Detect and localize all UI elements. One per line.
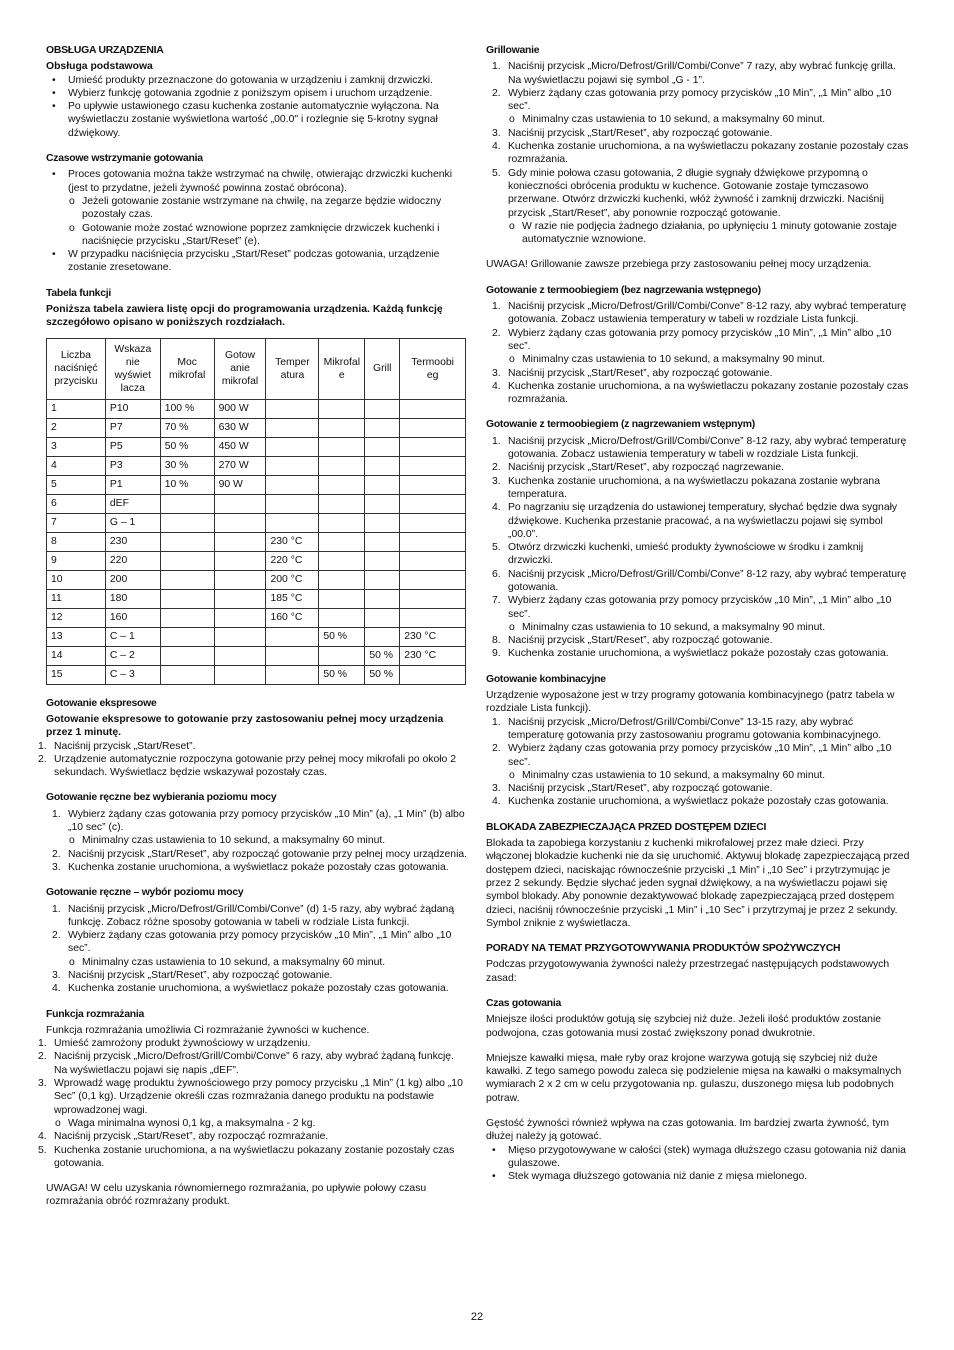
subsection-title-czas: Czas gotowania	[486, 998, 562, 1009]
table-cell	[214, 646, 266, 665]
table-cell	[400, 437, 466, 456]
list-item: 3. Wprowadź wagę produktu żywnościowego przy pomocy przycisku „1 Min” (1 kg) albo „10 Sec” (0,1 kg). Urządzenie określi czas rozmrażania danego produktu na podstawie wprowadzonej wagi. o Waga minimalna wynosi 0,1 kg, a maksymalna - 2 kg.	[32, 1077, 468, 1130]
table-row	[47, 608, 466, 627]
kombinacyjne-steps	[486, 716, 910, 809]
table-cell	[319, 646, 365, 665]
table-cell: 10 %	[160, 475, 214, 494]
table-cell: 7	[47, 513, 106, 532]
table-cell: 2	[47, 418, 106, 437]
table-cell	[319, 494, 365, 513]
table-cell	[160, 494, 214, 513]
step-text: Wybierz żądany czas gotowania przy pomocy przycisków „10 Min”, „1 Min” albo „10 sec”.	[508, 87, 892, 113]
list-item: 3. Kuchenka zostanie uruchomiona, a na wyświetlaczu pokazana zostanie wybrana temperatura.	[492, 475, 880, 500]
table-cell	[214, 513, 266, 532]
list-item: • Po upływie ustawionego czasu kuchenka zostanie automatycznie wyłączona. Na wyświetlaczu zostanie wyświetlona wartość „00.0" i rozlegnie się 5-krotny sygnał dźwiękowy.	[46, 100, 468, 140]
list-item: • Mięso przygotowywane w całości (stek) wymaga dłuższego czasu gotowania niż dania gulaszowe.	[486, 1144, 910, 1171]
step-text: Kuchenka zostanie uruchomiona, a wyświetlacz pokaże pozostały czas gotowania.	[68, 861, 449, 873]
kombinacyjne-intro: Urządzenie wyposażone jest w trzy programy gotowania kombinacyjnego (patrz tabela w rozdziale Lista funkcji).	[486, 690, 895, 715]
section-title-reczne-bez: Gotowanie ręczne bez wybierania poziomu mocy	[46, 792, 277, 804]
table-cell	[214, 589, 266, 608]
step-text: Kuchenka zostanie uruchomiona, a na wyświetlaczu pokazany zostanie pozostały czas gotowania.	[54, 1144, 455, 1169]
table-cell	[365, 494, 400, 513]
table-cell: 14	[47, 646, 106, 665]
table-cell	[319, 456, 365, 475]
table-cell: 50 %	[365, 665, 400, 684]
table-cell	[319, 437, 365, 456]
section-title-reczne-moc: Gotowanie ręczne – wybór poziomu mocy	[46, 887, 244, 899]
blokada-text: Blokada ta zapobiega korzystaniu z kuchenki mikrofalowej przez małe dzieci. Przy włączonej blokadzie kuchenki nie da się uruchomić. Aktywuj blokadę zapezpieczającą przed dostępem dzieci, naciskając równocześnie przyciski „1 Min” i „10 Sec” i przytrzymując je przez 2 sekundy. Będzie słychać jeden sygnał dźwiękowy, a na wyświetlaczu pojawi się symbol blokady. Aby ponownie dezaktywować blokadę zapezpieczającą przed dostępem dzieci, naciśnij równocześnie przyciski „1 Min” i „10 Sec” i przytrzymaj je przez 2 sekundy. Symbol zniknie z wyświetlacza.	[486, 838, 910, 929]
step-text: Kuchenka zostanie uruchomiona, a na wyświetlaczu pokazana zostanie wybrana temperatura.	[508, 475, 880, 500]
step-text: Kuchenka zostanie uruchomiona, a wyświetlacz pokaże pozostały czas gotowania.	[508, 648, 889, 660]
rozmrazanie-steps	[32, 1037, 468, 1170]
table-cell	[214, 570, 266, 589]
list-item: 4. Kuchenka zostanie uruchomiona, a wyświetlacz pokaże pozostały czas gotowania.	[492, 796, 889, 808]
section-title-termo-z: Gotowanie z termoobiegiem (z nagrzewaniem wstępnym)	[486, 419, 755, 431]
step-text: Naciśnij przycisk „Start/Reset”.	[54, 740, 196, 752]
ekspresowe-steps	[32, 740, 468, 780]
porady-paragraph: Mniejsze kawałki mięsa, małe ryby oraz krojone warzywa gotują się szybciej niż duże kawałki. Z tego samego powodu zaleca się podzielenie mięsa na kawałki o maksymalnych wymiarach 2 x 2 cm w celu przygotowania np. gulaszu, duszonego mięsa lub podobnych potraw.	[486, 1052, 902, 1104]
step-text: Naciśnij przycisk „Micro/Defrost/Grill/Combi/Conve” 13-15 razy, aby wybrać temperaturę gotowania przy zastosowaniu programu gotowania kombinacyjnego.	[508, 716, 882, 741]
table-cell	[214, 532, 266, 551]
table-cell: 30 %	[160, 456, 214, 475]
list-item: 1. Wybierz żądany czas gotowania przy pomocy przycisków „10 Min” (a), „1 Min” (b) albo „10 sec” (c). o Minimalny czas ustawienia to 10 sekund, a maksymalny 60 minut.	[46, 808, 468, 848]
list-item: • Umieść produkty przeznaczone do gotowania w urządzeniu i zamknij drzwiczki.	[46, 74, 468, 87]
section-title-termo-bez: Gotowanie z termoobiegiem (bez nagrzewania wstępnego)	[486, 284, 761, 296]
table-cell	[214, 627, 266, 646]
table-cell: 220	[105, 551, 160, 570]
list-item: 3. Kuchenka zostanie uruchomiona, a wyświetlacz pokaże pozostały czas gotowania.	[52, 861, 449, 873]
table-row	[47, 475, 466, 494]
list-item: 1. Naciśnij przycisk „Micro/Defrost/Grill/Combi/Conve” 8-12 razy, aby wybrać temperaturę gotowania. Zobacz ustawienia temperatury w tabeli w rozdziale Lista funkcji.	[492, 435, 907, 461]
section-title-kombinacyjne: Gotowanie kombinacyjne	[486, 673, 606, 685]
step-text: Naciśnij przycisk „Start/Reset”, aby rozpocząć gotowanie.	[68, 969, 333, 981]
table-cell	[365, 532, 400, 551]
rozmrazanie-intro: Funkcja rozmrażania umożliwia Ci rozmrażanie żywności w kuchence.	[46, 1024, 370, 1036]
table-cell	[365, 399, 400, 418]
table-cell: 1	[47, 399, 106, 418]
table-cell: 160 °C	[266, 608, 319, 627]
sub-item: o W razie nie podjęcia żadnego działania, po upłynięciu 1 minuty gotowanie zostaje automatycznie wznowione.	[508, 220, 910, 247]
table-cell: 230	[105, 532, 160, 551]
list-item: 2. Wybierz żądany czas gotowania przy pomocy przycisków „10 Min”, „1 Min” albo „10 sec”. o Minimalny czas ustawienia to 10 sekund, a maksymalny 60 minut.	[46, 929, 468, 969]
table-cell: 50 %	[319, 627, 365, 646]
table-cell: 12	[47, 608, 106, 627]
step-text: Po nagrzaniu się urządzenia do ustawionej temperatury, słychać będzie dwa sygnały dźwiękowe. Kuchenka przestanie pracować, a na wyświetlaczu pojawi się symbol „00.0”.	[508, 502, 898, 540]
list-item: 8. Naciśnij przycisk „Start/Reset”, aby rozpocząć gotowanie.	[492, 635, 773, 647]
table-cell	[319, 475, 365, 494]
section-title-ekspresowe: Gotowanie ekspresowe	[46, 697, 157, 709]
table-cell	[214, 494, 266, 513]
table-cell	[319, 532, 365, 551]
grillowanie-warning: UWAGA! Grillowanie zawsze przebiega przy zastosowaniu pełnej mocy urządzenia.	[486, 259, 872, 271]
table-cell	[365, 551, 400, 570]
list-item: 4. Po nagrzaniu się urządzenia do ustawionej temperatury, słychać będzie dwa sygnały dźwiękowe. Kuchenka przestanie pracować, a na wyświetlaczu pojawi się symbol „00.0”.	[492, 502, 898, 540]
step-text: Gdy minie połowa czasu gotowania, 2 długie sygnały dźwiękowe przypomną o konieczności obrócenia produktu w kuchence. Gotowanie zostaje tymczasowo przerwane. Otwórz drzwiczki kuchenki, włóż żywność i zamknij drzwiczki. Naciśnij przycisk „Start/Reset”, aby ponownie rozpocząć gotowanie.	[508, 167, 884, 219]
step-text: Kuchenka zostanie uruchomiona, a na wyświetlaczu pokazany zostanie pozostały czas rozmrażania.	[508, 380, 909, 406]
section-title-porady: PORADY NA TEMAT PRZYGOTOWYWANIA PRODUKTÓW SPOŻYWCZYCH	[486, 943, 841, 955]
table-body	[47, 399, 466, 684]
table-cell: 4	[47, 456, 106, 475]
list-item: 4. Kuchenka zostanie uruchomiona, a wyświetlacz pokaże pozostały czas gotowania.	[52, 983, 449, 995]
porady-bullets	[486, 1144, 910, 1184]
section-title-blokada: BLOKADA ZABEZPIECZAJĄCA PRZED DOSTĘPEM DZIECI	[486, 821, 767, 833]
table-cell	[160, 665, 214, 684]
table-cell: 13	[47, 627, 106, 646]
step-text: Kuchenka zostanie uruchomiona, a wyświetlacz pokaże pozostały czas gotowania.	[68, 983, 449, 995]
table-cell	[400, 456, 466, 475]
table-cell	[365, 589, 400, 608]
column-header: Temper atura	[266, 338, 319, 399]
list-item: 2. Wybierz żądany czas gotowania przy pomocy przycisków „10 Min”, „1 Min” albo „10 sec”. o Minimalny czas ustawienia to 10 sekund, a maksymalny 60 minut.	[486, 742, 910, 782]
table-cell	[160, 646, 214, 665]
table-cell	[160, 608, 214, 627]
step-text: Naciśnij przycisk „Start/Reset”, aby rozpocząć gotowanie przy pełnej mocy urządzenia.	[68, 848, 468, 860]
table-row	[47, 399, 466, 418]
tabela-intro: Poniższa tabela zawiera listę opcji do programowania urządzenia. Każdą funkcję szczegółowo opisano w poniższych rozdziałach.	[46, 304, 443, 329]
table-cell	[266, 399, 319, 418]
step-text: Naciśnij przycisk „Micro/Defrost/Grill/Combi/Conve” 7 razy, aby wybrać funkcję grilla. Na wyświetlaczu pojawi się symbol „G - 1”.	[508, 61, 896, 86]
table-row	[47, 513, 466, 532]
step-text: Naciśnij przycisk „Micro/Defrost/Grill/Combi/Conve” 8-12 razy, aby wybrać temperaturę gotowania. Zobacz ustawienia temperatury w tabeli w rozdziale Lista funkcji.	[508, 435, 907, 461]
table-cell	[319, 418, 365, 437]
step-text: Wybierz żądany czas gotowania przy pomocy przycisków „10 Min”, „1 Min” albo „10 sec”.	[508, 327, 892, 352]
table-header-row	[47, 338, 466, 399]
table-cell	[365, 418, 400, 437]
table-cell	[160, 627, 214, 646]
column-header: Mikrofal e	[319, 338, 365, 399]
table-cell: C – 3	[105, 665, 160, 684]
section-title-grillowanie: Grillowanie	[486, 45, 540, 56]
table-cell	[266, 475, 319, 494]
table-cell	[319, 589, 365, 608]
step-text: Naciśnij przycisk „Micro/Defrost/Grill/Combi/Conve” (d) 1-5 razy, aby wybrać żądaną funkcję. Zobacz różne sposoby gotowania w tabeli w rodziale Lista funkcji.	[68, 903, 455, 928]
sub-item: o Minimalny czas ustawienia to 10 sekund, a maksymalny 60 minut.	[68, 956, 468, 969]
list-item: 5. Gdy minie połowa czasu gotowania, 2 długie sygnały dźwiękowe przypomną o konieczności obrócenia produktu w kuchence. Gotowanie zostaje tymczasowo przerwane. Otwórz drzwiczki kuchenki, włóż żywność i zamknij drzwiczki. Naciśnij przycisk „Start/Reset”, aby ponownie rozpocząć gotowanie. o W razie nie podjęcia żadnego działania, po upłynięciu 1 minuty gotowanie zostaje automatycznie wznowione.	[486, 167, 910, 247]
table-cell	[365, 437, 400, 456]
table-cell	[400, 532, 466, 551]
list-item: 4. Naciśnij przycisk „Start/Reset”, aby rozpocząć rozmrażanie.	[38, 1131, 329, 1143]
table-cell	[160, 551, 214, 570]
porady-paragraph: Gęstość żywności również wpływa na czas gotowania. Im bardziej zwarta żywność, tym dłużej należy ją gotować.	[486, 1118, 890, 1143]
table-cell	[266, 513, 319, 532]
step-text: Naciśnij przycisk „Start/Reset”, aby rozpocząć gotowanie.	[508, 367, 773, 379]
table-cell	[400, 665, 466, 684]
table-cell: 185 °C	[266, 589, 319, 608]
table-cell	[400, 418, 466, 437]
table-cell: 630 W	[214, 418, 266, 437]
list-item: 3. Naciśnij przycisk „Start/Reset”, aby rozpocząć gotowanie.	[52, 969, 333, 981]
sub-item: o Waga minimalna wynosi 0,1 kg, a maksymalna - 2 kg.	[54, 1117, 468, 1130]
step-text: Naciśnij przycisk „Micro/Defrost/Grill/Combi/Conve” 6 razy, aby wybrać żądaną funkcję. Na wyświetlaczu pojawi się napis „dEF”.	[54, 1051, 454, 1076]
table-cell	[365, 627, 400, 646]
table-cell	[266, 456, 319, 475]
table-cell: P7	[105, 418, 160, 437]
table-row	[47, 494, 466, 513]
step-text: Umieść zamrożony produkt żywnościowy w urządzeniu.	[54, 1038, 311, 1050]
table-cell	[400, 589, 466, 608]
table-cell: 6	[47, 494, 106, 513]
obsluga-bullets	[46, 74, 468, 140]
table-cell	[266, 494, 319, 513]
step-text: Otwórz drzwiczki kuchenki, umieść produkty żywnościowe w środku i zamknij drzwiczki.	[508, 542, 864, 567]
table-cell	[160, 570, 214, 589]
list-item: 1. Naciśnij przycisk „Micro/Defrost/Grill/Combi/Conve” 7 razy, aby wybrać funkcję grilla. Na wyświetlaczu pojawi się symbol „G - 1”.	[492, 61, 896, 86]
step-text: Kuchenka zostanie uruchomiona, a wyświetlacz pokaże pozostały czas gotowania.	[508, 796, 889, 808]
table-cell	[319, 513, 365, 532]
list-item: 2. Urządzenie automatycznie rozpoczyna gotowanie przy pełnej mocy mikrofali po około 2 sekundach. Wyświetlacz będzie wskazywał pozostały czas.	[38, 753, 456, 779]
table-row	[47, 589, 466, 608]
step-text: Naciśnij przycisk „Start/Reset”, aby rozpocząć rozmrażanie.	[54, 1131, 329, 1143]
table-row	[47, 570, 466, 589]
table-row	[47, 646, 466, 665]
table-cell	[214, 551, 266, 570]
table-cell	[266, 627, 319, 646]
table-cell: P10	[105, 399, 160, 418]
section-title-tabela: Tabela funkcji	[46, 287, 112, 299]
list-item: 2. Naciśnij przycisk „Start/Reset”, aby rozpocząć gotowanie przy pełnej mocy urządzenia.	[52, 848, 468, 860]
list-item: 1. Naciśnij przycisk „Micro/Defrost/Grill/Combi/Conve” (d) 1-5 razy, aby wybrać żądaną funkcję. Zobacz różne sposoby gotowania w tabeli w rodziale Lista funkcji.	[52, 903, 455, 928]
table-cell	[160, 589, 214, 608]
list-item: 2. Wybierz żądany czas gotowania przy pomocy przycisków „10 Min”, „1 Min” albo „10 sec”. o Minimalny czas ustawienia to 10 sekund, a maksymalny 90 minut.	[486, 327, 910, 367]
wstrzymanie-bullets	[46, 168, 468, 274]
table-row	[47, 665, 466, 684]
step-text: Naciśnij przycisk „Start/Reset”, aby rozpocząć gotowanie.	[508, 635, 773, 647]
reczne-moc-steps	[46, 903, 468, 996]
section-title-obsluga: OBSŁUGA URZĄDZENIA	[46, 45, 164, 56]
column-header: Gotow anie mikrofal	[214, 338, 266, 399]
step-text: Wybierz żądany czas gotowania przy pomocy przycisków „10 Min”, „1 Min” albo „10 sec”.	[508, 595, 892, 620]
table-cell: P1	[105, 475, 160, 494]
list-item: 3. Naciśnij przycisk „Start/Reset”, aby rozpocząć gotowanie.	[492, 783, 773, 795]
step-text: Naciśnij przycisk „Micro/Defrost/Grill/Combi/Conve” 8-12 razy, aby wybrać temperaturę gotowania. Zobacz ustawienia temperatury w tabeli w rozdziale Lista funkcji.	[508, 301, 907, 326]
list-item: 6. Naciśnij przycisk „Micro/Defrost/Grill/Combi/Conve” 8-12 razy, aby wybrać temperaturę gotowania.	[492, 568, 907, 593]
sub-item: o Minimalny czas ustawienia to 10 sekund, a maksymalny 90 minut.	[508, 621, 910, 634]
table-cell	[214, 608, 266, 627]
table-cell: 9	[47, 551, 106, 570]
table-cell: 90 W	[214, 475, 266, 494]
table-cell	[400, 570, 466, 589]
table-cell	[365, 456, 400, 475]
table-cell	[319, 399, 365, 418]
table-cell: 50 %	[160, 437, 214, 456]
step-text: Naciśnij przycisk „Start/Reset”, aby rozpocząć gotowanie.	[508, 783, 773, 795]
list-item: • W przypadku naciśnięcia przycisku „Start/Reset” podczas gotowania, urządzenie zostanie zresetowane.	[46, 248, 468, 275]
step-text: Naciśnij przycisk „Start/Reset”, aby rozpocząć gotowanie.	[508, 127, 773, 139]
table-cell	[400, 551, 466, 570]
column-header: Wskaza nie wyświet lacza	[105, 338, 160, 399]
sub-item: o Minimalny czas ustawienia to 10 sekund, a maksymalny 60 minut.	[68, 834, 468, 847]
list-item: 9. Kuchenka zostanie uruchomiona, a wyświetlacz pokaże pozostały czas gotowania.	[492, 648, 889, 660]
table-cell	[266, 437, 319, 456]
sub-item: o Jeżeli gotowanie zostanie wstrzymane na chwilę, na zegarze będzie widoczny pozostały czas.	[68, 195, 468, 222]
table-cell: 450 W	[214, 437, 266, 456]
table-cell: 230 °C	[400, 646, 466, 665]
table-cell	[266, 646, 319, 665]
grillowanie-steps	[486, 60, 910, 246]
table-cell	[400, 399, 466, 418]
table-cell: 100 %	[160, 399, 214, 418]
table-cell: P3	[105, 456, 160, 475]
list-item: 1. Umieść zamrożony produkt żywnościowy w urządzeniu.	[38, 1038, 311, 1050]
table-cell: 5	[47, 475, 106, 494]
list-item-text: Proces gotowania można także wstrzymać na chwilę, otwierając drzwiczki kuchenki (jest to przydatne, jeżeli żywność powinna zostać obrócona).	[68, 169, 453, 194]
table-cell	[400, 494, 466, 513]
table-cell: 70 %	[160, 418, 214, 437]
table-cell	[160, 513, 214, 532]
column-header: Grill	[365, 338, 400, 399]
right-column	[486, 44, 910, 1184]
table-row	[47, 437, 466, 456]
list-item: 1. Naciśnij przycisk „Micro/Defrost/Grill/Combi/Conve” 13-15 razy, aby wybrać temperaturę gotowania przy zastosowaniu programu gotowania kombinacyjnego.	[492, 716, 882, 741]
list-item: • Wybierz funkcję gotowania zgodnie z poniższym opisem i uruchom urządzenie.	[46, 87, 468, 100]
ekspresowe-intro: Gotowanie ekspresowe to gotowanie przy zastosowaniu pełnej mocy urządzenia przez 1 minutę.	[46, 713, 444, 739]
list-item: 1. Naciśnij przycisk „Start/Reset”.	[38, 740, 196, 752]
table-cell: G – 1	[105, 513, 160, 532]
rozmrazanie-warning: UWAGA! W celu uzyskania równomiernego rozmrażania, po upływie połowy czasu rozmrażania obróć rozmrażany produkt.	[46, 1183, 427, 1208]
table-cell: C – 2	[105, 646, 160, 665]
table-cell	[319, 608, 365, 627]
table-cell	[160, 532, 214, 551]
termo-bez-steps	[486, 300, 910, 406]
table-cell: 230 °C	[400, 627, 466, 646]
porady-intro: Podczas przygotowywania żywności należy przestrzegać następujących podstawowych zasad:	[486, 959, 890, 984]
function-table	[46, 338, 466, 685]
table-cell: 10	[47, 570, 106, 589]
table-cell	[365, 475, 400, 494]
table-cell	[319, 570, 365, 589]
table-cell: 11	[47, 589, 106, 608]
page-number: 22	[470, 1311, 484, 1323]
table-cell: C – 1	[105, 627, 160, 646]
table-cell: 180	[105, 589, 160, 608]
table-cell	[400, 475, 466, 494]
section-title-wstrzymanie: Czasowe wstrzymanie gotowania	[46, 153, 203, 165]
list-item: 4. Kuchenka zostanie uruchomiona, a na wyświetlaczu pokazany zostanie pozostały czas rozmrażania.	[492, 380, 909, 406]
table-cell	[365, 513, 400, 532]
porady-paragraph: Mniejsze ilości produktów gotują się szybciej niż duże. Jeżeli ilość produktów zostanie podwojona, czas gotowania musi zostać zwiększony ponad dwukrotnie.	[486, 1014, 882, 1039]
table-cell: 50 %	[365, 646, 400, 665]
table-row	[47, 551, 466, 570]
list-item: 3. Naciśnij przycisk „Start/Reset”, aby rozpocząć gotowanie.	[492, 367, 773, 379]
subtitle-obsluga-podstawowa: Obsługa podstawowa	[46, 61, 153, 73]
step-text: Urządzenie automatycznie rozpoczyna gotowanie przy pełnej mocy mikrofali po około 2 sekundach. Wyświetlacz będzie wskazywał pozostały czas.	[54, 753, 456, 779]
sub-item: o Minimalny czas ustawienia to 10 sekund, a maksymalny 90 minut.	[508, 353, 910, 366]
step-text: Wybierz żądany czas gotowania przy pomocy przycisków „10 Min”, „1 Min” albo „10 sec”.	[68, 930, 452, 955]
table-cell	[365, 608, 400, 627]
table-cell: 200	[105, 570, 160, 589]
table-cell	[365, 570, 400, 589]
table-cell	[400, 513, 466, 532]
column-header: Termoobi eg	[400, 338, 466, 399]
step-text: Wprowadź wagę produktu żywnościowego przy pomocy przycisku „1 Min” (1 kg) albo „10 Sec” (0,1 kg). Urządzenie określi czas rozmrażania danego produktu na podstawie wprowadzonej wagi.	[54, 1078, 463, 1116]
step-text: Wybierz żądany czas gotowania przy pomocy przycisków „10 Min” (a), „1 Min” (b) albo „10 sec” (c).	[68, 808, 465, 834]
table-cell: 270 W	[214, 456, 266, 475]
section-title-rozmrazanie: Funkcja rozmrażania	[46, 1008, 145, 1020]
table-cell	[400, 608, 466, 627]
table-cell: 3	[47, 437, 106, 456]
list-item: 2. Naciśnij przycisk „Start/Reset”, aby rozpocząć nagrzewanie.	[492, 462, 785, 474]
list-item: 3. Naciśnij przycisk „Start/Reset”, aby rozpocząć gotowanie.	[492, 127, 773, 139]
table-row	[47, 627, 466, 646]
table-row	[47, 418, 466, 437]
reczne-bez-steps	[46, 808, 468, 874]
table-cell	[319, 551, 365, 570]
list-item: 5. Otwórz drzwiczki kuchenki, umieść produkty żywnościowe w środku i zamknij drzwiczki.	[492, 542, 864, 567]
list-item: 4. Kuchenka zostanie uruchomiona, a na wyświetlaczu pokazany zostanie pozostały czas rozmrażania.	[492, 141, 909, 166]
sub-item: o Minimalny czas ustawienia to 10 sekund, a maksymalny 60 minut.	[508, 113, 910, 126]
table-cell: dEF	[105, 494, 160, 513]
table-cell: 50 %	[319, 665, 365, 684]
table-cell	[266, 665, 319, 684]
list-item: 7. Wybierz żądany czas gotowania przy pomocy przycisków „10 Min”, „1 Min” albo „10 sec”. o Minimalny czas ustawienia to 10 sekund, a maksymalny 90 minut.	[486, 594, 910, 634]
table-cell: 230 °C	[266, 532, 319, 551]
list-item: 2. Wybierz żądany czas gotowania przy pomocy przycisków „10 Min”, „1 Min” albo „10 sec”. o Minimalny czas ustawienia to 10 sekund, a maksymalny 60 minut.	[486, 87, 910, 127]
table-cell: 15	[47, 665, 106, 684]
table-cell	[214, 665, 266, 684]
termo-z-steps	[486, 435, 910, 661]
sub-item: o Gotowanie może zostać wznowione poprzez zamknięcie drzwiczek kuchenki i naciśnięcie przycisku „Start/Reset” (e).	[68, 222, 468, 249]
list-item: 5. Kuchenka zostanie uruchomiona, a na wyświetlaczu pokazany zostanie pozostały czas gotowania.	[38, 1144, 455, 1169]
left-column	[38, 44, 468, 1209]
sub-item: o Minimalny czas ustawienia to 10 sekund, a maksymalny 60 minut.	[508, 769, 910, 782]
list-item: 2. Naciśnij przycisk „Micro/Defrost/Grill/Combi/Conve” 6 razy, aby wybrać żądaną funkcję. Na wyświetlaczu pojawi się napis „dEF”.	[38, 1051, 454, 1076]
table-row	[47, 532, 466, 551]
list-item: • Stek wymaga dłuższego gotowania niż danie z mięsa mielonego.	[486, 1170, 910, 1183]
table-cell: 160	[105, 608, 160, 627]
column-header: Liczba naciśnięć przycisku	[47, 338, 106, 399]
list-item	[46, 168, 468, 248]
table-cell: 8	[47, 532, 106, 551]
table-row	[47, 456, 466, 475]
step-text: Naciśnij przycisk „Start/Reset”, aby rozpocząć nagrzewanie.	[508, 462, 785, 474]
column-header: Moc mikrofal	[160, 338, 214, 399]
table-cell: 220 °C	[266, 551, 319, 570]
step-text: Naciśnij przycisk „Micro/Defrost/Grill/Combi/Conve” 8-12 razy, aby wybrać temperaturę gotowania.	[508, 568, 907, 593]
table-cell: 900 W	[214, 399, 266, 418]
table-cell: P5	[105, 437, 160, 456]
table-cell: 200 °C	[266, 570, 319, 589]
table-cell	[266, 418, 319, 437]
list-item: 1. Naciśnij przycisk „Micro/Defrost/Grill/Combi/Conve” 8-12 razy, aby wybrać temperaturę gotowania. Zobacz ustawienia temperatury w tabeli w rozdziale Lista funkcji.	[492, 301, 907, 326]
step-text: Kuchenka zostanie uruchomiona, a na wyświetlaczu pokazany zostanie pozostały czas rozmrażania.	[508, 141, 909, 166]
step-text: Wybierz żądany czas gotowania przy pomocy przycisków „10 Min”, „1 Min” albo „10 sec”.	[508, 743, 892, 768]
